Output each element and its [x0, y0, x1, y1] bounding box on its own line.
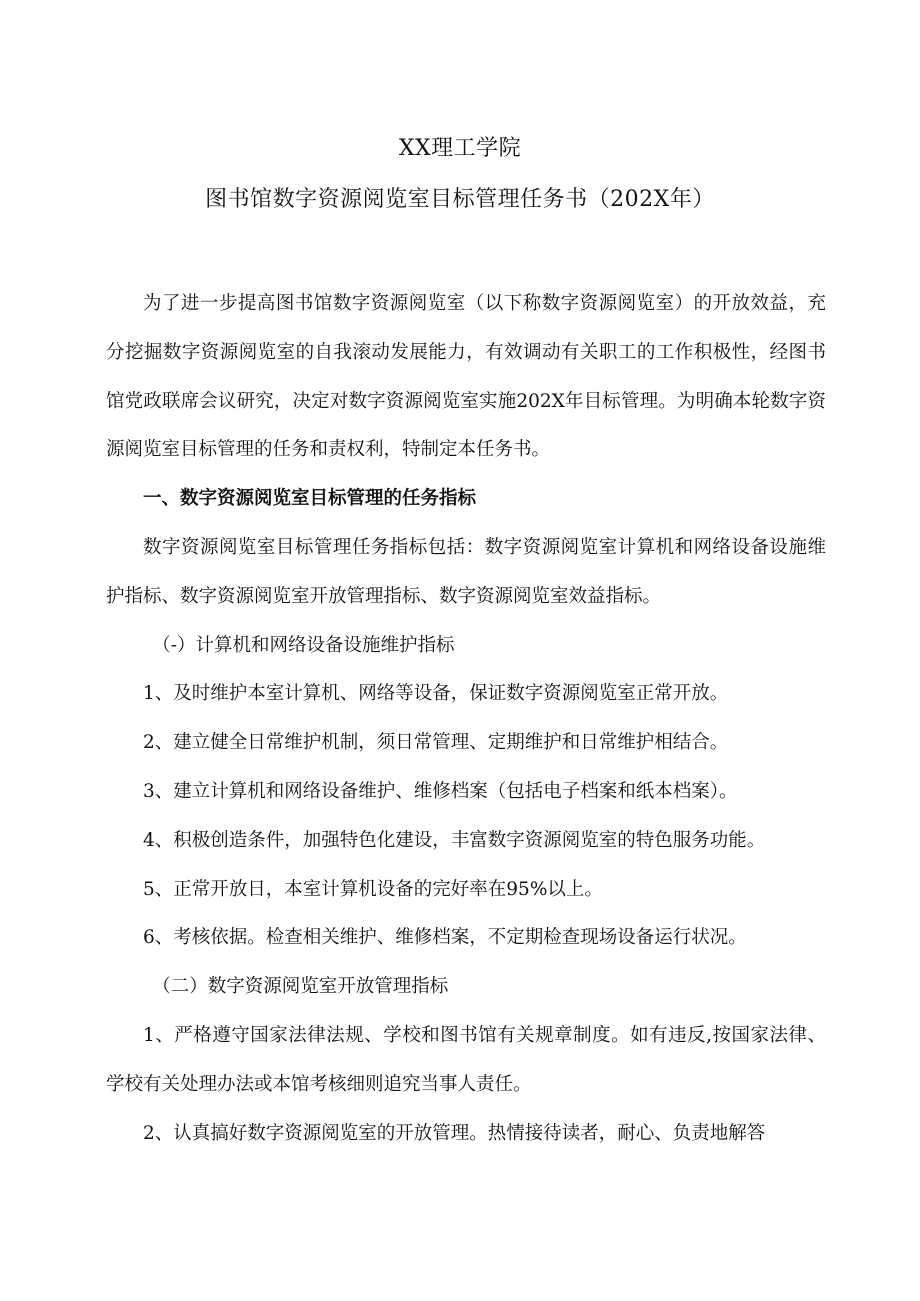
list-item: 1、严格遵守国家法律法规、学校和图书馆有关规章制度。如有违反,按国家法律、学校有关处理办法或本馆考核细则追究当事人责任。 [106, 1024, 826, 1095]
document-title-main: 图书馆数字资源阅览室目标管理任务书（202X年） [205, 187, 715, 212]
list-item: 2、认真搞好数字资源阅览室的开放管理。热情接待读者，耐心、负责地解答 [143, 1122, 766, 1144]
list-item: 4、积极创造条件，加强特色化建设，丰富数字资源阅览室的特色服务功能。 [143, 829, 766, 851]
section-heading-1: 一、数字资源阅览室目标管理的任务指标 [143, 488, 477, 510]
document-body [106, 280, 826, 1158]
subsection-heading-1: （-）计算机和网络设备设施维护指标 [152, 634, 455, 656]
section1-intro-paragraph: 数字资源阅览室目标管理任务指标包括：数字资源阅览室计算机和网络设备设施维护指标、数字资源阅览室开放管理指标、数字资源阅览室效益指标。 [106, 536, 826, 607]
list-item: 6、考核依据。检查相关维护、维修档案，不定期检查现场设备运行状况。 [143, 927, 747, 949]
list-item: 5、正常开放日，本室计算机设备的完好率在95%以上。 [143, 878, 603, 900]
list-item: 1、及时维护本室计算机、网络等设备，保证数字资源阅览室正常开放。 [143, 683, 729, 705]
document-title-institution: XX理工学院 [398, 136, 522, 161]
subsection-heading-2: （二）数字资源阅览室开放管理指标 [152, 976, 449, 998]
intro-paragraph: 为了进一步提高图书馆数字资源阅览室（以下称数字资源阅览室）的开放效益，充分挖掘数字资源阅览室的自我滚动发展能力，有效调动有关职工的工作积极性，经图书馆党政联席会议研究，决定对数字资源阅览室实施202X年目标管理。为明确本轮数字资源阅览室目标管理的任务和责权利，特制定本任务书。 [106, 293, 826, 461]
list-item: 3、建立计算机和网络设备维护、维修档案（包括电子档案和纸本档案）。 [143, 780, 738, 802]
list-item: 2、建立健全日常维护机制，须日常管理、定期维护和日常维护相结合。 [143, 732, 729, 754]
